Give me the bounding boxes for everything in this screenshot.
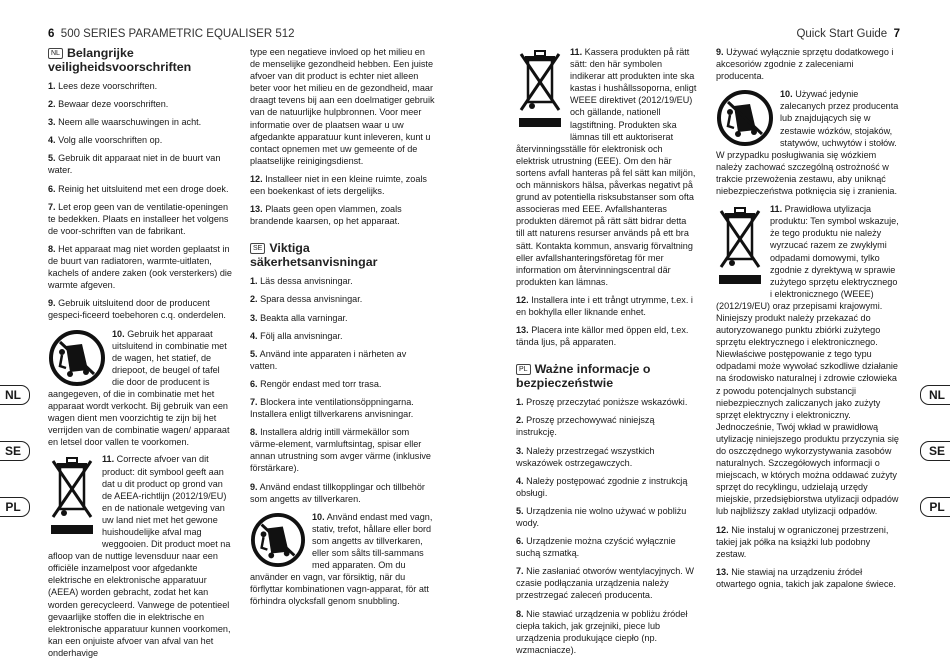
- nl-list: [48, 80, 234, 322]
- list-item: 2. Spara dessa anvisningar.: [250, 294, 363, 305]
- pl-column-continued: [716, 46, 899, 596]
- nl-item-11: 11. Correcte afvoer van dit product: dit symbool geeft aan dat u dit product op grond van de AEEA-richtlijn (2012/19/EU) en de nationale wetgeving van uw land niet met het gewone huishoudelijke afval mag weggooien. Dit product moet na afloop van de nuttige levensduur naar een officiële inzamelpost voor afgedankte elektrische en elektronische apparatuur (AEEA) worden gebracht, zodat het kan worden gerecycleerd. Vanwege de potentieel gevaarlijke stoffen die in elektrische en elektronische apparatuur kunnen voorkomen, kan een onjuiste afvoer van afval van het onderhavige: [48, 454, 231, 658]
- list-item: 12. Installeer niet in een kleine ruimte, zoals een boekenkast of iets dergelijks.: [250, 173, 427, 197]
- lang-badge-nl: NL: [48, 48, 63, 59]
- weee-crossed-bin-icon: [516, 48, 564, 132]
- side-tab-se-right[interactable]: SE: [920, 441, 950, 461]
- side-tab-pl-right[interactable]: PL: [920, 497, 950, 517]
- guide-title: Quick Start Guide: [796, 28, 888, 40]
- pl-section-title: PL Ważne informacje o bezpieczeństwie: [516, 362, 651, 391]
- list-item: 1. Proszę przeczytać poniższe wskazówki.: [516, 397, 688, 408]
- pl-item-11: 11. Prawidłowa utylizacja produktu: Ten symbol wskazuje, że tego produktu nie należy wyrzucać razem ze zwykłymi odpadami domowymi, tylko zgodnie z dyrektywą w sprawie zużytego sprzętu elektrycznego i elektronicznego (WEEE) (2012/19/EU) oraz przepisami krajowymi. Niniejszy produkt należy przekazać do autoryzowanego punktu zbiórki zużytego sprzętu elektrycznego i elektronicznego. Niewłaściwe postępowanie z tego typu odpadami może wywołać szkodliwe działanie na środowisko naturalnej i zdrowie człowieka z powodu potencjalnych substancji niebezpiecznych zaliczanych jako zużyty sprzęt elektryczny i elektroniczny. Jednocześnie, Twój wkład w prawidłową utylizację niniejszego produktu przyczynia się do oszczędnego wykorzystywania zasobów naturalnych. Szczegółowych informacji o miejscach, w których można oddawać zużyty sprzęt do recyklingu, udzielają urzędy miejskie, przedsiębiorstwa utylizacji odpadów lub najbliższy zakład utylizacji odpadów.: [716, 204, 899, 517]
- se-item-10: 10. Använd endast med vagn, stativ, trefot, hållare eller bord som angetts av tillverkaren, eller som sålts till-sammans med apparaten. Om du använder en vagn, var försiktig, när du förflyttar kombinationen vagn-apparat, för att förhindra olycksfall genom snubbling.: [250, 511, 433, 607]
- right-page-header: [796, 28, 900, 40]
- list-item: 13. Nie stawiaj na urządzeniu źródeł otwartego ognia, takich jak zapalone świece.: [716, 566, 896, 589]
- list-item: 5. Urządzenia nie wolno używać w pobliżu wody.: [516, 505, 687, 528]
- list-item: 6. Rengör endast med torr trasa.: [250, 378, 382, 389]
- list-item: 1. Lees deze voorschriften.: [48, 81, 158, 91]
- nl-list-tail: [250, 173, 436, 227]
- se-column: [250, 46, 436, 613]
- list-item: 4. Följ alla anvisningar.: [250, 330, 343, 341]
- right-page: [475, 0, 950, 669]
- pl-item-10: 10. Używać jedynie zalecanych przez producenta lub znajdujących się w zestawie wózków, stojaków, statywów, uchwytów i stołów. W przypadku posługiwania się wózkiem należy zachować szczególną ostrożność w trakcie przewożenia zestawu, aby uniknąć niebezpieczeństwa potknięcia się i zranienia.: [716, 89, 899, 197]
- pl-column: [516, 46, 697, 662]
- cart-tipover-warning-icon: [48, 330, 106, 386]
- nl-column: [48, 46, 234, 665]
- list-item: 6. Urządzenie można czyścić wyłącznie suchą szmatką.: [516, 536, 676, 559]
- nl-item-11-continued: type een negatieve invloed op het milieu en de menselijke gezondheid hebben. Een juiste afvoer van dit product is echter niet alleen beter voor het milieu en de gezondheid, maar draagt tevens bij aan een doelmatiger gebruik van de natuurlijke hulpbronnen. Voor meer informatie over de plaatsen waar u uw afgedankte apparatuur kunt inleveren, kunt u contact opnemen met uw gemeente of de plaatselijke reinigingsdienst.: [250, 47, 435, 166]
- list-item: 8. Het apparaat mag niet worden geplaatst in de buurt van radiatoren, warmte-uitlaten, kachels of andere zaken (ook versterkers) die warmte afgeven.: [48, 243, 232, 291]
- left-page-header: [48, 28, 295, 40]
- list-item: 1. Läs dessa anvisningar.: [250, 276, 353, 287]
- list-item: 13. Plaats geen open vlammen, zoals brandende kaarsen, op het apparaat.: [250, 204, 402, 227]
- se-list-tail: [516, 294, 697, 348]
- list-item: 3. Neem alle waarschuwingen in acht.: [48, 117, 202, 128]
- side-tab-pl-left[interactable]: PL: [0, 497, 30, 517]
- list-item: 5. Använd inte apparaten i närheten av vatten.: [250, 348, 407, 371]
- list-item: 12. Installera inte i ett trångt utrymme, t.ex. i en bokhylla eller liknande enhet.: [516, 294, 693, 317]
- side-tab-se-left[interactable]: SE: [0, 441, 30, 461]
- list-item: 9. Gebruik uitsluitend door de producent gespeci-ficeerd toebehoren c.q. onderdelen.: [48, 298, 226, 321]
- pl-list: [516, 396, 697, 656]
- list-item: 3. Beakta alla varningar.: [250, 312, 348, 323]
- list-item: 7. Let erop geen van de ventilatie-openingen te bedekken. Plaats en installeer het volgens de voor-schriften van de fabrikant.: [48, 201, 229, 236]
- cart-tipover-warning-icon: [250, 513, 306, 567]
- list-item: 2. Proszę przechowywać niniejszą instrukcję.: [516, 415, 655, 438]
- list-item: 2. Bewaar deze voorschriften.: [48, 99, 169, 110]
- list-item: 9. Używać wyłącznie sprzętu dodatkowego i akcesoriów zgodnie z zaleceniami producenta.: [716, 47, 894, 82]
- nl-section-title: NL Belangrijke veiligheidsvoorschriften: [48, 46, 192, 74]
- page-number: 7: [893, 28, 900, 40]
- product-title: 500 SERIES PARAMETRIC EQUALISER 512: [60, 28, 295, 40]
- list-item: 5. Gebruik dit apparaat niet in de buurt van water.: [48, 153, 221, 176]
- list-item: 7. Blockera inte ventilationsöppningarna. Installera enligt tillverkarens anvisningar.: [250, 396, 414, 420]
- list-item: 8. Installera aldrig intill värmekällor som värme-element, varmluftsintag, spisar eller annan utrustning som avger värme (inklusive förstärkare).: [250, 427, 431, 474]
- weee-crossed-bin-icon: [716, 205, 764, 289]
- se-list: [250, 275, 436, 504]
- list-item: 8. Nie stawiać urządzenia w pobliżu źródeł ciepła takich, jak grzejniki, piece lub urządzenia produkujące ciepło (np. wzmacniacze).: [516, 608, 688, 655]
- se-section-title: SE Viktiga säkerhetsanvisningar: [250, 241, 378, 270]
- list-item: 7. Nie zasłaniać otworów wentylacyjnych. W czasie podłączania urządzenia należy przestrzegać zaleceń producenta.: [516, 566, 694, 601]
- lang-badge-pl: PL: [516, 364, 531, 375]
- list-item: 12. Nie instaluj w ograniczonej przestrzeni, takiej jak półka na książki lub podobny zestaw.: [716, 524, 889, 559]
- lang-badge-se: SE: [250, 243, 265, 254]
- page-number: 6: [48, 28, 55, 40]
- side-tab-nl-left[interactable]: NL: [0, 385, 30, 405]
- se-item-11: 11. Kassera produkten på rätt sätt: den här symbolen indikerar att produkten inte ska kastas i hushållssoporna, enligt WEEE direktivet (2012/19/EU) och gällande, nationell lagstiftning. Produkten ska lämnas till ett auktoriserat återvinningsställe för elektronisk och elektrisk utrustning (EEE). Om den här sortens avfall hanteras på fel sätt kan miljön, och människors hälsa, påverkas negativt på grund av potentiella risksubstanser som ofta associeras med EEE. Avfallshanteras produkten däremot på rätt sätt bidrar detta till att naturens resurser används på ett bra sätt. Kontakta kommun, ansvarig förvaltning eller avfallshanteringsföretag för mer information om återvinningscentral där produkten kan lämnas.: [516, 47, 697, 287]
- weee-crossed-bin-icon: [48, 455, 96, 539]
- list-item: 4. Volg alle voorschriften op.: [48, 135, 163, 146]
- list-item: 9. Använd endast tillkopplingar och tillbehör som angetts av tillverkaren.: [250, 481, 425, 504]
- pl-list-tail: [716, 524, 899, 590]
- list-item: 4. Należy postępować zgodnie z instrukcją obsługi.: [516, 475, 688, 498]
- list-item: 3. Należy przestrzegać wszystkich wskazówek ostrzegawczych.: [516, 445, 655, 468]
- cart-tipover-warning-icon: [716, 90, 774, 146]
- nl-item-10: 10. Gebruik het apparaat uitsluitend in combinatie met de wagen, het statief, de driepoot, de beugel of tafel die door de producent is aangegeven, of die in combinatie met het apparaat wordt verkocht. Bij gebruik van een wagen dient men voorzichtig te zijn bij het verrijden van de combinatie wagen/ apparaat en letsel door vallen te voorkomen.: [48, 328, 230, 448]
- list-item: 6. Reinig het uitsluitend met een droge doek.: [48, 183, 229, 194]
- side-tab-nl-right[interactable]: NL: [920, 385, 950, 405]
- list-item: 13. Placera inte källor med öppen eld, t.ex. tända ljus, på apparaten.: [516, 325, 689, 348]
- pl-list-continued: [716, 46, 899, 82]
